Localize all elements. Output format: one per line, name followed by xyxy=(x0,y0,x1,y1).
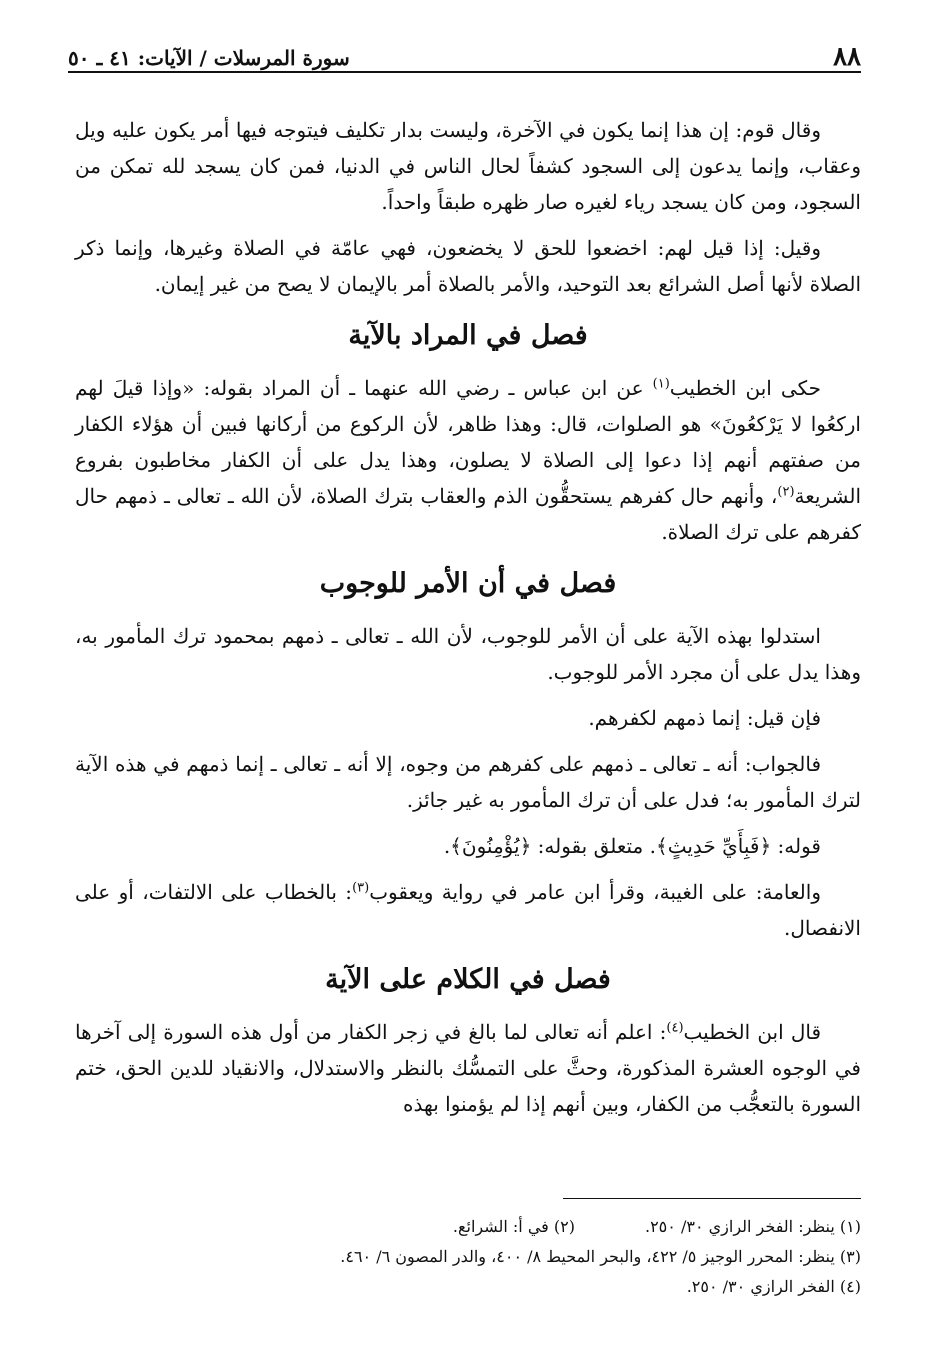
section-heading: فصل في المراد بالآية xyxy=(348,320,588,351)
footnote: (٢) في أ: الشرائع. xyxy=(452,1217,575,1236)
footnote: (٤) الفخر الرازي ٣٠/ ٢٥٠. xyxy=(686,1277,861,1296)
footnote: (١) ينظر: الفخر الرازي ٣٠/ ٢٥٠. xyxy=(644,1217,861,1236)
footnote-ref: (٣) xyxy=(352,880,370,896)
paragraph: والعامة: على الغيبة، وقرأ ابن عامر في رواية ويعقوب$^{(٣)}$: بالخطاب على الالتفات، أو على الانفصال. xyxy=(75,880,861,940)
paragraph: حكى ابن الخطيب$^{(١)}$ عن ابن عباس ـ رضي الله عنهما ـ أن المراد بقوله: «وإذا قيلَ لهم اركعُوا لا يَرْكعُونَ» هو الصلوات، قال: وهذا ظاهر، لأن الركوع من أركانها فبين أن هؤلاء الكفار من صفتهم أنهم إذا دعوا إلى الصلاة لا يصلون، وهذا يدل على أن الكفار مخاطبون بفروع الشريعة$^{(٢)}$، وأنهم حال كفرهم يستحقُّون الذم والعقاب بترك الصلاة، لأن الله ـ تعالى ـ ذمهم حال كفرهم على ترك الصلاة. xyxy=(75,376,861,544)
footnote: (٣) ينظر: المحرر الوجيز ٥/ ٤٢٢، والبحر المحيط ٨/ ٤٠٠، والدر المصون ٦/ ٤٦٠. xyxy=(340,1247,861,1266)
section-heading: فصل في أن الأمر للوجوب xyxy=(319,568,617,599)
section-heading: فصل في الكلام على الآية xyxy=(325,964,611,995)
page-body xyxy=(75,112,861,1132)
footnote-ref: (٢) xyxy=(777,484,795,500)
footnotes xyxy=(61,1212,861,1302)
paragraph: استدلوا بهذه الآية على أن الأمر للوجوب، لأن الله ـ تعالى ـ ذمهم بمحمود ترك المأمور به، وهذا يدل على أن مجرد الأمر للوجوب. xyxy=(75,624,861,684)
paragraph: وقيل: إذا قيل لهم: اخضعوا للحق لا يخضعون، فهي عامّة في الصلاة وغيرها، وإنما ذكر الصلاة لأنها أصل الشرائع بعد التوحيد، والأمر بالصلاة أمر بالإيمان لا يصح من غير إيمان. xyxy=(75,236,861,296)
paragraph: وقال قوم: إن هذا إنما يكون في الآخرة، وليست بدار تكليف فيتوجه فيها أمر يكون عليه ويل وعقاب، وإنما يدعون إلى السجود كشفاً لحال الناس في الدنيا، فمن كان يسجد لله تمكن من السجود، ومن كان يسجد رياء لغيره صار ظهره طبقاً واحداً. xyxy=(75,118,861,214)
paragraph: قوله: ﴿فَبِأَيِّ حَدِيثٍ﴾. متعلق بقوله: ﴿يُؤْمِنُونَ﴾. xyxy=(443,834,821,858)
footnote-ref: (٤) xyxy=(666,1020,684,1036)
footnote-ref: (١) xyxy=(652,376,670,392)
paragraph: فالجواب: أنه ـ تعالى ـ ذمهم على كفرهم من وجوه، إلا أنه ـ تعالى ـ إنما ذمهم في هذه الآية لترك المأمور به؛ فدل على أن ترك المأمور به غير جائز. xyxy=(75,752,861,812)
paragraph: قال ابن الخطيب$^{(٤)}$: اعلم أنه تعالى لما بالغ في زجر الكفار من أول هذه السورة إلى آخرها في الوجوه العشرة المذكورة، وحثَّ على التمسُّك بالنظر والاستدلال، والانقياد للدين الحق، ختم السورة بالتعجُّب من الكفار، وبين أنهم إذا لم يؤمنوا بهذه xyxy=(75,1020,861,1116)
header-rule xyxy=(68,71,861,73)
page-header xyxy=(68,42,861,78)
paragraph: فإن قيل: إنما ذمهم لكفرهم. xyxy=(588,706,821,730)
page-number: ٨٨ xyxy=(833,42,861,72)
footnote-separator xyxy=(563,1198,861,1199)
running-title: سورة المرسلات / الآيات: ٤١ ـ ٥٠ xyxy=(68,46,350,70)
